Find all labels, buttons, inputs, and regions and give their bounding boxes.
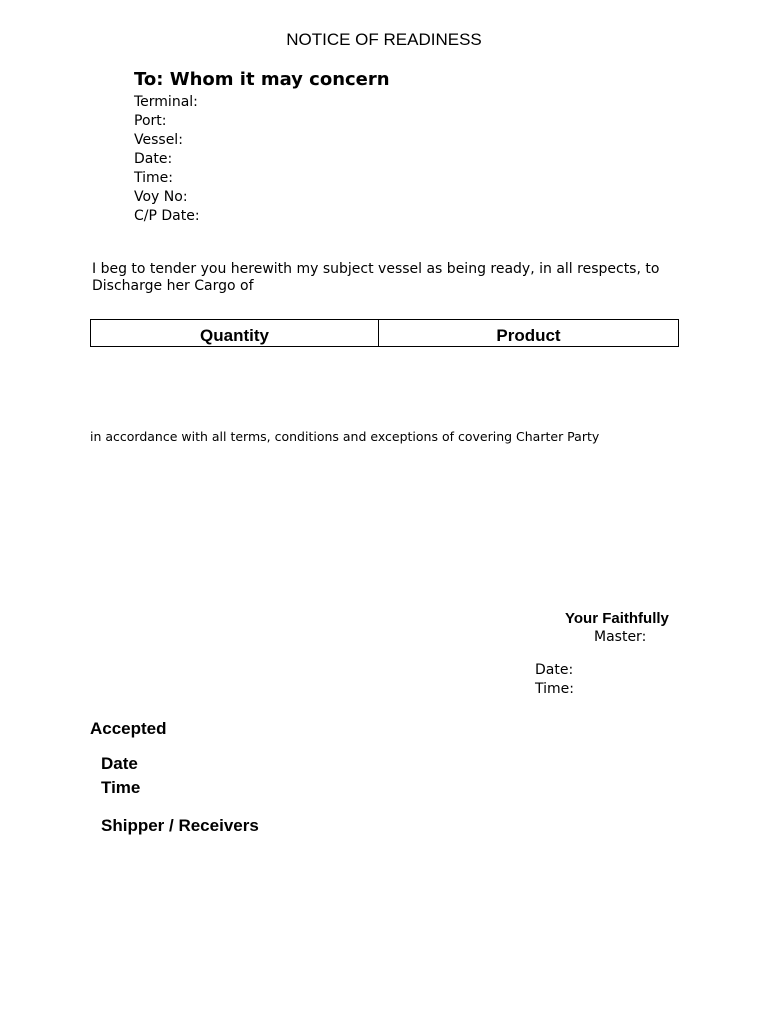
cargo-table: [90, 319, 679, 347]
accordance-text: in accordance with all terms, conditions and exceptions of covering Charter Party: [90, 429, 600, 444]
accepted-date-label: Date: [101, 754, 138, 773]
signature-date-label: Date:: [535, 662, 574, 678]
body-line-1: I beg to tender you herewith my subject vessel as being ready, in all respects, to: [92, 261, 660, 277]
cargo-table-header-row: [91, 320, 679, 347]
field-date: Date:: [134, 151, 173, 167]
accepted-heading: Accepted: [90, 719, 167, 738]
field-terminal: Terminal:: [134, 94, 198, 110]
quantity-header: Quantity: [91, 320, 379, 347]
signature-time-label: Time:: [535, 681, 574, 697]
accepted-time-label: Time: [101, 778, 141, 797]
product-header: Product: [379, 320, 679, 347]
field-vessel: Vessel:: [134, 132, 183, 148]
field-time: Time:: [134, 170, 173, 186]
body-line-2: Discharge her Cargo of: [92, 278, 254, 294]
addressee-heading: To: Whom it may concern: [134, 69, 390, 90]
shipper-receivers-label: Shipper / Receivers: [101, 816, 259, 835]
master-label: Master:: [594, 629, 647, 645]
closing-text: Your Faithfully: [565, 610, 669, 627]
body-paragraph: [92, 261, 672, 295]
document-title: NOTICE OF READINESS: [286, 30, 482, 49]
field-voy-no: Voy No:: [134, 189, 188, 205]
field-cp-date: C/P Date:: [134, 208, 200, 224]
field-port: Port:: [134, 113, 167, 129]
